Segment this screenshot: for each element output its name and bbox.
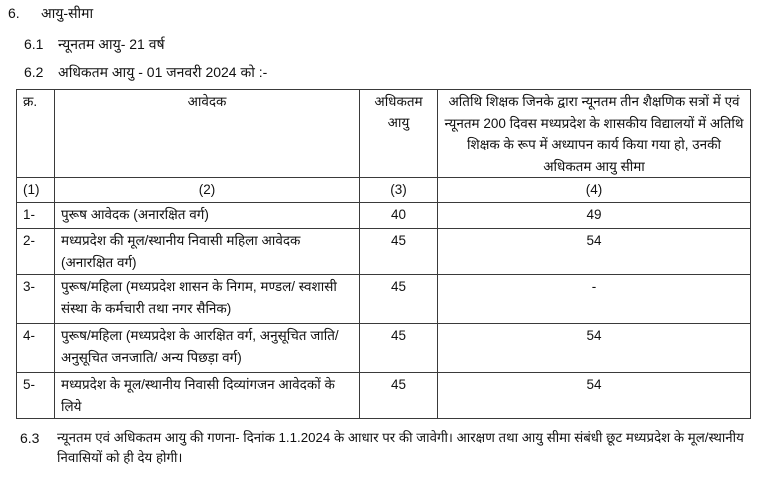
row-max-age: 45 <box>360 229 438 275</box>
row-max-age: 45 <box>360 324 438 373</box>
subsection-max-age <box>24 63 267 81</box>
row-guest-teacher-max-age: 49 <box>438 203 751 229</box>
row-max-age: 40 <box>360 203 438 229</box>
subsection-number: 6.3 <box>20 430 40 446</box>
column-index: (4) <box>438 178 751 203</box>
header-guest-teacher-max-age: अतिथि शिक्षक जिनके द्वारा न्यूनतम तीन शैक्षणिक सत्रों में एवं न्यूनतम 200 दिवस मध्यप्रदेश के शासकीय विद्यालयों में अतिथि शिक्षक के रूप में अध्यापन कार्य किया गया हो, उनकी अधिकतम आयु सीमा <box>438 90 751 178</box>
row-applicant: पुरूष आवेदक (अनारक्षित वर्ग) <box>55 203 360 229</box>
table-row <box>17 324 751 373</box>
subsection-number: 6.2 <box>24 64 44 80</box>
row-guest-teacher-max-age: 54 <box>438 324 751 373</box>
table-row <box>17 373 751 419</box>
row-guest-teacher-max-age: - <box>438 275 751 324</box>
subsection-text: न्यूनतम एवं अधिकतम आयु की गणना- दिनांक 1.1.2024 के आधार पर की जावेगी। आरक्षण तथा आयु सीमा संबंधी छूट मध्यप्रदेश के मूल/स्थानीय निवासियों को ही देय होगी। <box>57 430 744 465</box>
row-serial: 4- <box>17 324 55 373</box>
section-title: आयु-सीमा <box>41 5 94 21</box>
table-header-row <box>17 90 751 178</box>
row-guest-teacher-max-age: 54 <box>438 229 751 275</box>
row-serial: 3- <box>17 275 55 324</box>
row-applicant: पुरूष/महिला (मध्यप्रदेश के आरक्षित वर्ग, अनुसूचित जाति/अनुसूचित जनजाति/ अन्य पिछड़ा वर्ग) <box>55 324 360 373</box>
column-index: (1) <box>17 178 55 203</box>
row-serial: 5- <box>17 373 55 419</box>
row-serial: 1- <box>17 203 55 229</box>
subsection-text: अधिकतम आयु - 01 जनवरी 2024 को :- <box>58 64 268 80</box>
row-applicant: मध्यप्रदेश के मूल/स्थानीय निवासी दिव्यांगजन आवेदकों के लिये <box>55 373 360 419</box>
row-applicant: मध्यप्रदेश की मूल/स्थानीय निवासी महिला आवेदक (अनारक्षित वर्ग) <box>55 229 360 275</box>
row-applicant: पुरूष/महिला (मध्यप्रदेश शासन के निगम, मण्डल/ स्वशासी संस्था के कर्मचारी तथा नगर सैनिक) <box>55 275 360 324</box>
table-row <box>17 229 751 275</box>
row-max-age: 45 <box>360 275 438 324</box>
table-row <box>17 203 751 229</box>
table-row <box>17 275 751 324</box>
row-serial: 2- <box>17 229 55 275</box>
subsection-min-age <box>24 35 165 53</box>
age-limit-table <box>16 89 751 419</box>
header-serial: क्र. <box>17 90 55 178</box>
row-max-age: 45 <box>360 373 438 419</box>
header-applicant: आवेदक <box>55 90 360 178</box>
section-number: 6. <box>8 5 20 21</box>
column-index-row <box>17 178 751 203</box>
row-guest-teacher-max-age: 54 <box>438 373 751 419</box>
column-index: (2) <box>55 178 360 203</box>
column-index: (3) <box>360 178 438 203</box>
subsection-text: न्यूनतम आयु- 21 वर्ष <box>58 36 165 52</box>
section-heading <box>8 4 93 22</box>
subsection-age-calculation <box>20 428 760 468</box>
header-max-age: अधिकतम आयु <box>360 90 438 178</box>
subsection-number: 6.1 <box>24 36 44 52</box>
